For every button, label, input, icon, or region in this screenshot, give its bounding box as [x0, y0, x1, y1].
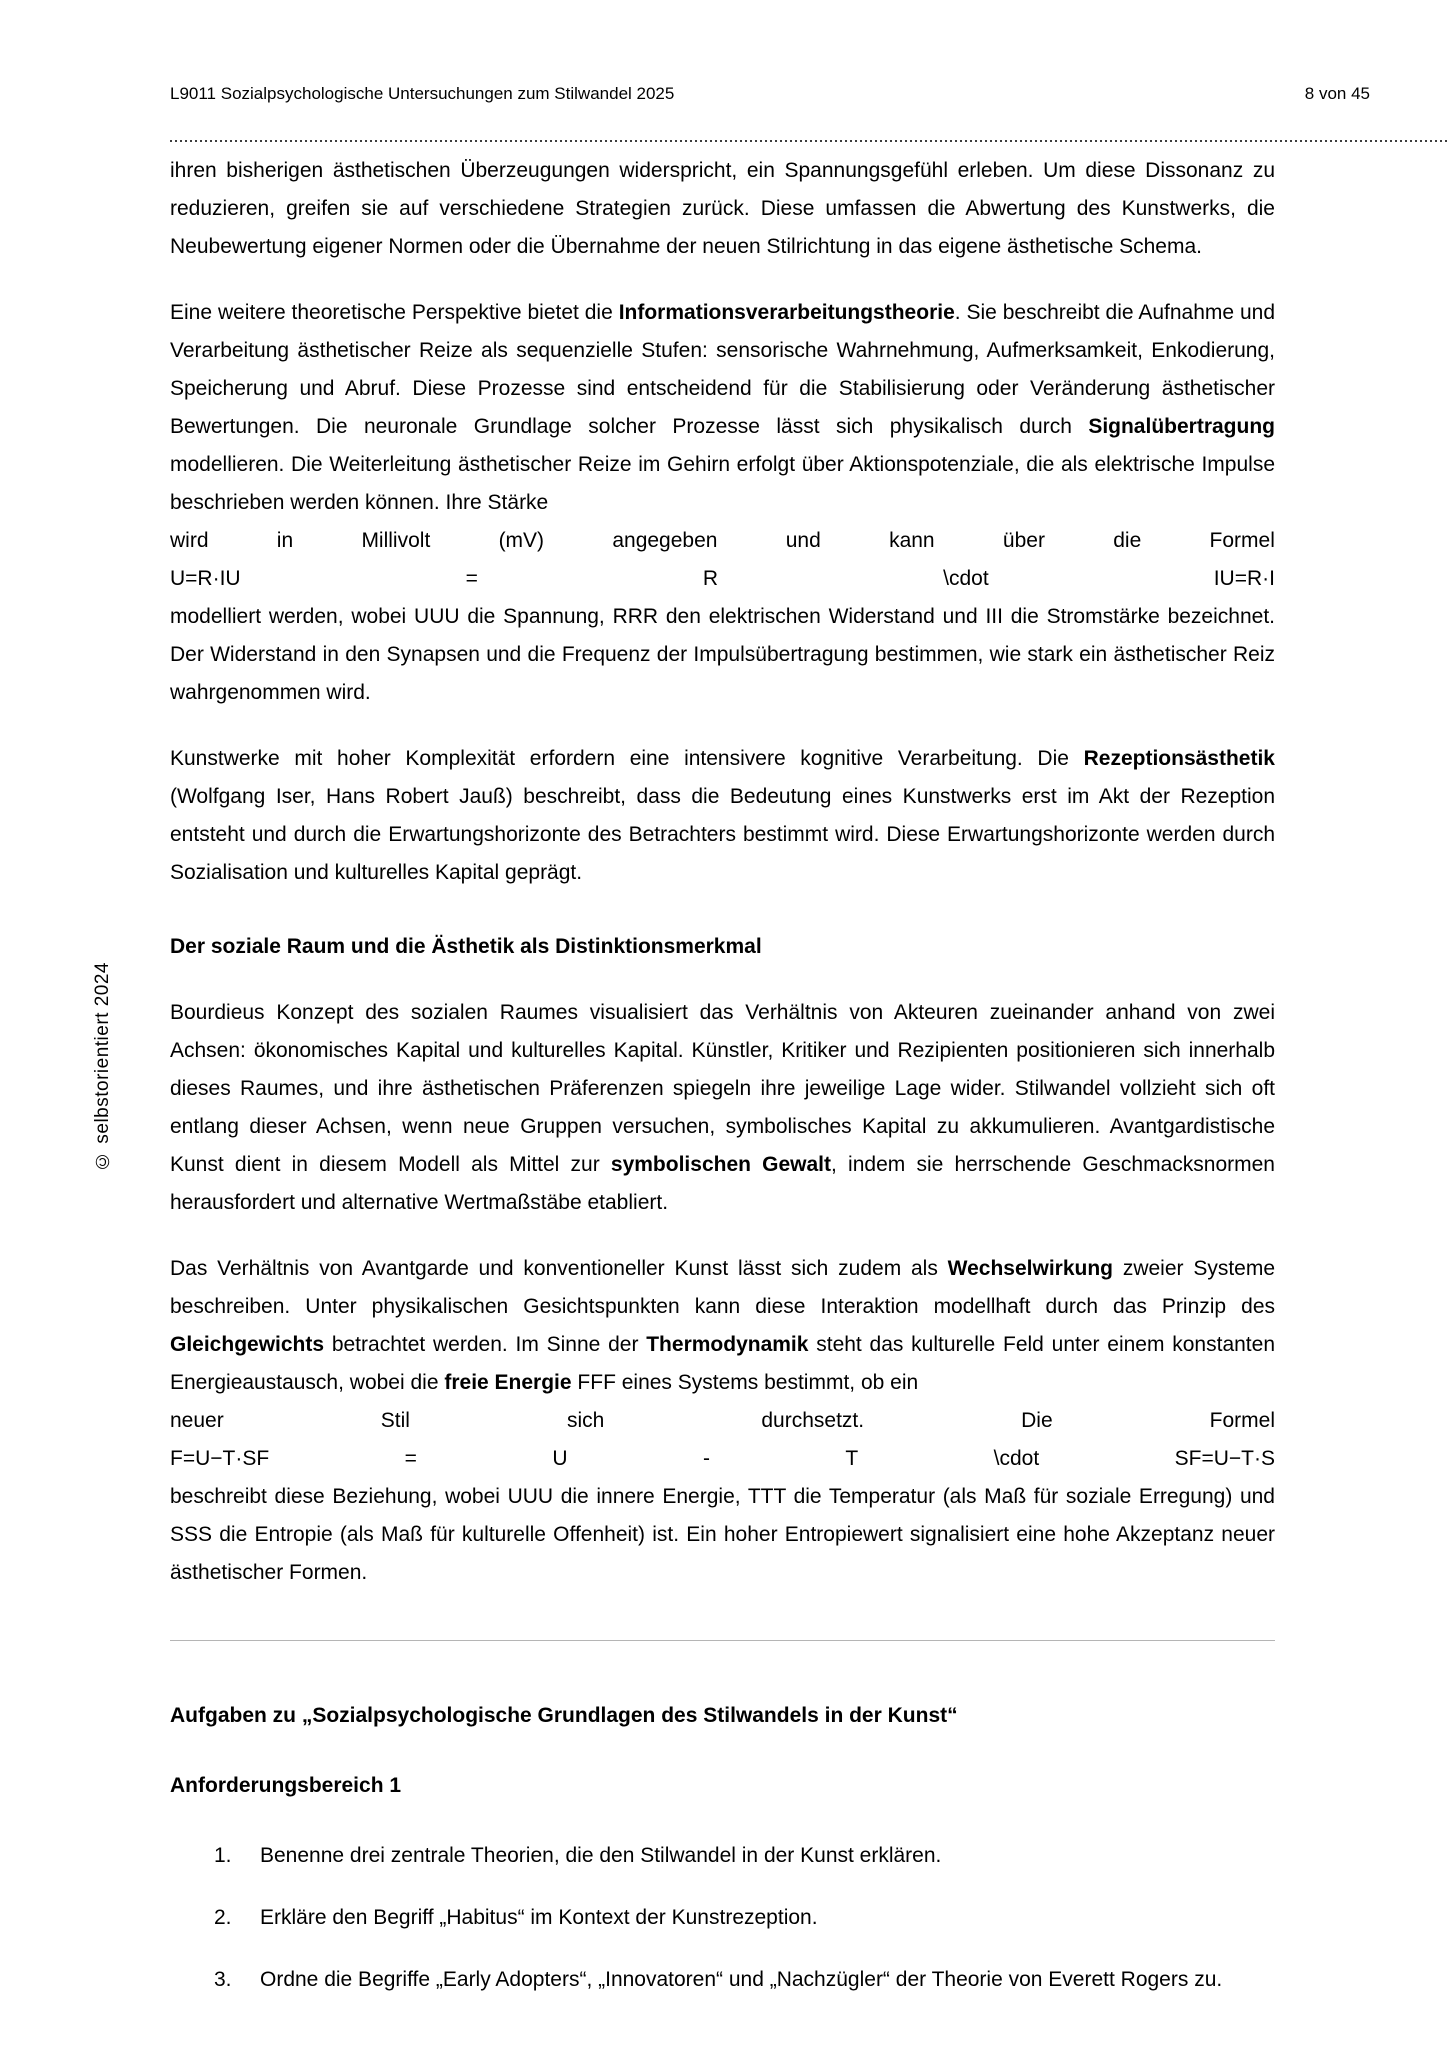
word: \cdot — [943, 567, 989, 590]
bold-term: Signalübertragung — [1088, 415, 1275, 438]
word: durchsetzt. — [761, 1409, 865, 1432]
word: in — [276, 529, 294, 552]
word: Formel — [1209, 529, 1275, 552]
justified-line-stil — [170, 1402, 1275, 1440]
word: angegeben — [612, 529, 718, 552]
word: = — [465, 567, 478, 590]
word: U — [552, 1447, 568, 1470]
copyright-vertical-label: © selbstorientiert 2024 — [92, 962, 113, 1171]
bold-term: freie Energie — [444, 1371, 572, 1394]
word: neuer — [170, 1409, 224, 1432]
word: = — [404, 1447, 417, 1470]
word: und — [785, 529, 821, 552]
paragraph-rezeptionsaesthetik — [170, 740, 1275, 892]
list-item — [170, 1837, 1275, 1875]
bold-term: Gleichgewichts — [170, 1333, 325, 1356]
word: \cdot — [993, 1447, 1040, 1470]
text-run: Das Verhältnis von Avantgarde und konventioneller Kunst lässt sich zudem als — [170, 1257, 948, 1280]
word: kann — [889, 529, 935, 552]
bold-term: Wechselwirkung — [947, 1257, 1113, 1280]
task-list — [170, 1837, 1275, 1999]
list-item-number: 3. — [214, 1968, 232, 1991]
text-run: betrachtet werden. Im Sinne der — [324, 1333, 647, 1356]
text-run: steht das kulturelle Feld unter einem konstanten Energieaustausch, wobei die — [170, 1333, 1275, 1394]
word: Die — [1021, 1409, 1053, 1432]
word: über — [1002, 529, 1045, 552]
paragraph-bourdieu — [170, 994, 1275, 1222]
justified-line-formel-intro — [170, 522, 1275, 560]
text-run: Kunstwerke mit hoher Komplexität erfordern eine intensivere kognitive Verarbeitung. Die — [170, 747, 1084, 770]
word: SF=U−T·S — [1174, 1447, 1275, 1470]
list-item-number: 1. — [214, 1844, 232, 1867]
paragraph-dissonanz — [170, 152, 1275, 266]
paragraph-informationsverarbeitung — [170, 294, 1275, 522]
text-run: , indem sie herrschende Geschmacksnormen herausfordert und alternative Wertmaßstäbe etabliert. — [170, 1153, 1275, 1214]
word: IU=R·I — [1213, 567, 1275, 590]
word: Formel — [1209, 1409, 1275, 1432]
text-run: Bourdieus Konzept des sozialen Raumes visualisiert das Verhältnis von Akteuren zueinander anhand von zwei Achsen: ökonomisches Kapital und kulturelles Kapital. Künstler, Kritiker und Rezipienten positionieren sich innerhalb dieses Raumes, und ihre ästhetischen Präferenzen spiegeln ihre jeweilige Lage wider. Stilwandel vollzieht sich oft entlang dieser Achsen, wenn neue Gruppen versuchen, symbolisches Kapital zu akkumulieren. Avantgardistische Kunst dient in diesem Modell als Mittel zur — [170, 1001, 1275, 1176]
heading-aufgaben: Aufgaben zu „Sozialpsychologische Grundlagen des Stilwandels in der Kunst“ — [170, 1704, 958, 1727]
text-run: beschreibt diese Beziehung, wobei UUU die innere Energie, TTT die Temperatur (als Maß für soziale Erregung) und SSS die Entropie (als Maß für kulturelle Offenheit) ist. Ein hoher Entropiewert signalisiert eine hohe Akzeptanz neuer ästhetischer Formen. — [170, 1485, 1275, 1584]
text-run: (Wolfgang Iser, Hans Robert Jauß) beschreibt, dass die Bedeutung eines Kunstwerks erst im Akt der Rezeption entsteht und durch die Erwartungshorizonte des Betrachters bestimmt wird. Diese Erwartungshorizonte werden durch Sozialisation und kulturelles Kapital geprägt. — [170, 785, 1275, 884]
text-run: Eine weitere theoretische Perspektive bietet die — [170, 301, 619, 324]
text-run: zweier Systeme beschreiben. Unter physikalischen Gesichtspunkten kann diese Interaktion modellhaft durch das Prinzip des — [170, 1257, 1276, 1318]
section-divider — [170, 1640, 1275, 1641]
word: T — [845, 1447, 859, 1470]
header-page-number: 8 von 45 — [1304, 84, 1370, 103]
list-item — [170, 1899, 1275, 1937]
word: sich — [566, 1409, 605, 1432]
bold-term: Informationsverarbeitungstheorie — [618, 301, 955, 324]
heading-anforderungsbereich: Anforderungsbereich 1 — [170, 1774, 402, 1797]
document-body — [170, 146, 1275, 1999]
text-run: . Sie beschreibt die Aufnahme und Verarbeitung ästhetischer Reize als sequenzielle Stufen: sensorische Wahrnehmung, Aufmerksamkeit, Enkodierung, Speicherung und Abruf. Diese Prozesse sind entscheidend für die Stabilisierung oder Veränderung ästhetischer Bewertungen. Die neuronale Grundlage solcher Prozesse lässt sich physikalisch durch — [170, 301, 1275, 438]
text-run: modelliert werden, wobei UUU die Spannung, RRR den elektrischen Widerstand und III die Stromstärke bezeichnet. Der Widerstand in den Synapsen und die Frequenz der Impulsübertragung bestimmen, wie stark ein ästhetischer Reiz wahrgenommen wird. — [170, 605, 1275, 704]
word: - — [702, 1447, 710, 1470]
word: Millivolt — [361, 529, 431, 552]
page-header — [170, 84, 1370, 104]
list-item-text: Erkläre den Begriff „Habitus“ im Kontext der Kunstrezeption. — [260, 1906, 818, 1929]
bold-term: Rezeptionsästhetik — [1083, 747, 1275, 770]
text-run: modellieren. Die Weiterleitung ästhetischer Reize im Gehirn erfolgt über Aktionspotenziale, die als elektrische Impulse beschrieben werden können. Ihre Stärke — [170, 453, 1275, 514]
bold-term: symbolischen Gewalt — [610, 1153, 832, 1176]
header-document-title: L9011 Sozialpsychologische Untersuchungen zum Stilwandel 2025 — [170, 84, 675, 103]
header-divider-dotted-line — [170, 140, 1448, 142]
formula-ohm — [170, 560, 1275, 598]
word: U=R·IU — [170, 567, 241, 590]
paragraph-thermodynamik — [170, 1250, 1275, 1402]
list-item-number: 2. — [214, 1906, 232, 1929]
bold-term: Thermodynamik — [646, 1333, 809, 1356]
word: Stil — [380, 1409, 410, 1432]
heading-sozialer-raum: Der soziale Raum und die Ästhetik als Distinktionsmerkmal — [170, 935, 762, 958]
list-item-text: Ordne die Begriffe „Early Adopters“, „Innovatoren“ und „Nachzügler“ der Theorie von Everett Rogers zu. — [260, 1968, 1223, 1991]
list-item-text: Benenne drei zentrale Theorien, die den Stilwandel in der Kunst erklären. — [260, 1844, 942, 1867]
word: R — [702, 567, 719, 590]
word: die — [1113, 529, 1142, 552]
word: wird — [170, 529, 209, 552]
word: (mV) — [498, 529, 545, 552]
text-run: FFF eines Systems bestimmt, ob ein — [571, 1371, 919, 1394]
list-item — [170, 1961, 1275, 1999]
paragraph-ohm-erlaeuterung — [170, 598, 1275, 712]
paragraph-entropie — [170, 1478, 1275, 1592]
text-run: ihren bisherigen ästhetischen Überzeugungen widerspricht, ein Spannungsgefühl erleben. Um diese Dissonanz zu reduzieren, greifen sie auf verschiedene Strategien zurück. Diese umfassen die Abwertung des Kunstwerks, die Neubewertung eigener Normen oder die Übernahme der neuen Stilrichtung in das eigene ästhetische Schema. — [170, 159, 1275, 258]
word: F=U−T·SF — [170, 1447, 270, 1470]
formula-freie-energie — [170, 1440, 1275, 1478]
